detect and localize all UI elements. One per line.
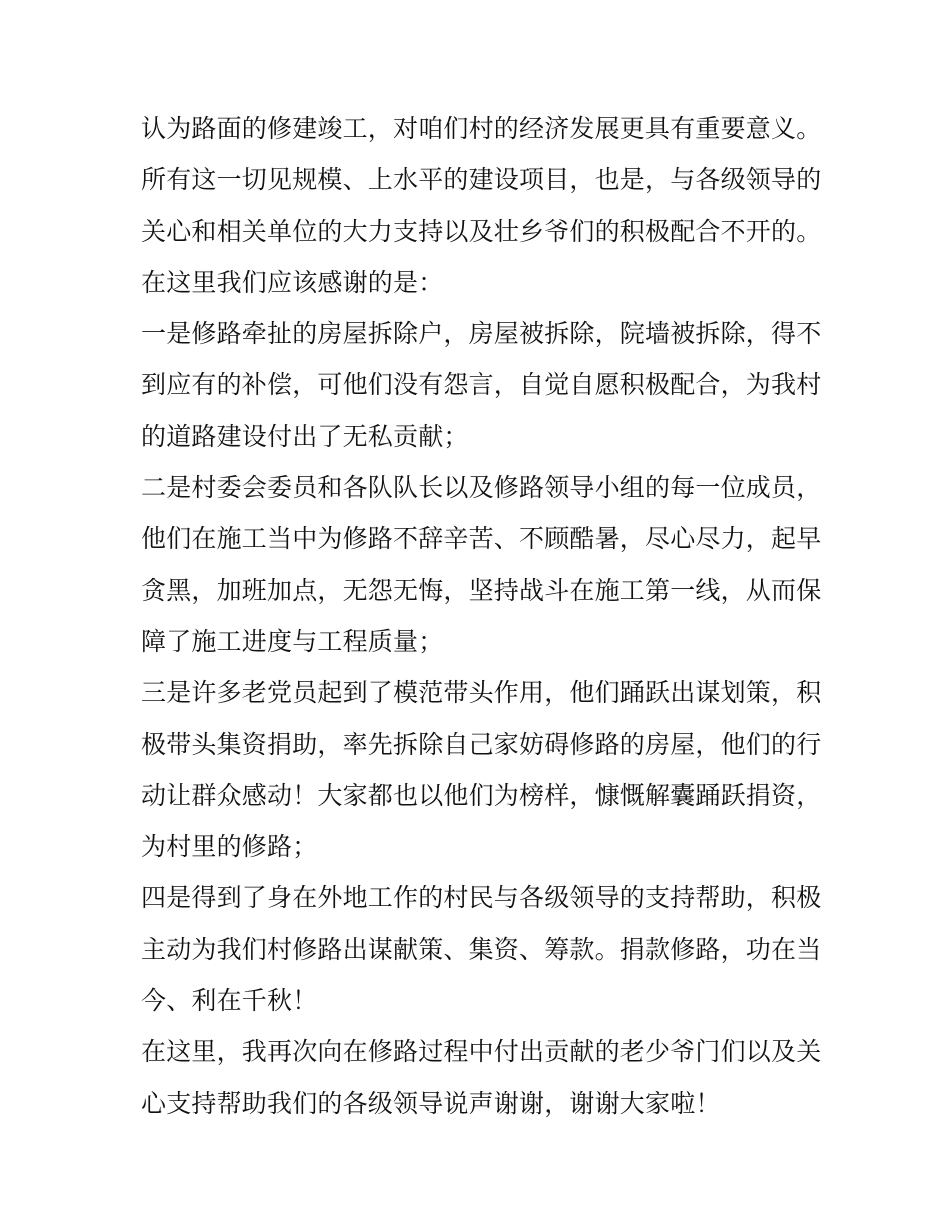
text-line: 三是许多老党员起到了模范带头作用，他们踊跃出谋划策，积 (141, 678, 822, 708)
text-line: 在这里，我再次向在修路过程中付出贡献的老少爷门们以及关 (141, 1037, 822, 1067)
text-line: 动让群众感动！大家都也以他们为榜样，慷慨解囊踊跃捐资， (141, 780, 822, 810)
text-line: 心支持帮助我们的各级领导说声谢谢，谢谢大家啦！ (141, 1088, 721, 1118)
text-line: 四是得到了身在外地工作的村民与各级领导的支持帮助，积极 (141, 883, 822, 913)
document-body (141, 103, 822, 1129)
text-line: 今、利在千秋！ (141, 986, 318, 1016)
text-line: 主动为我们村修路出谋献策、集资、筹款。捐款修路，功在当 (141, 934, 822, 964)
text-line: 极带头集资捐助，率先拆除自己家妨碍修路的房屋，他们的行 (141, 729, 822, 759)
text-line: 二是村委会委员和各队队长以及修路领导小组的每一位成员， (141, 473, 822, 503)
text-line: 贪黑，加班加点，无怨无悔，坚持战斗在施工第一线，从而保 (141, 575, 822, 605)
text-line: 所有这一切见规模、上水平的建设项目，也是，与各级领导的 (141, 165, 822, 195)
text-line: 认为路面的修建竣工，对咱们村的经济发展更具有重要意义。 (141, 114, 822, 143)
text-line: 的道路建设付出了无私贡献； (141, 421, 469, 451)
text-line: 关心和相关单位的大力支持以及壮乡爷们的积极配合不开的。 (141, 216, 822, 246)
text-line: 在这里我们应该感谢的是： (141, 267, 444, 297)
text-line: 为村里的修路； (141, 832, 318, 862)
text-line: 障了施工进度与工程质量； (141, 626, 444, 656)
text-line: 一是修路牵扯的房屋拆除户，房屋被拆除，院墙被拆除，得不 (141, 319, 822, 349)
text-line: 他们在施工当中为修路不辞辛苦、不顾酷暑，尽心尽力，起早 (141, 524, 822, 554)
text-line: 到应有的补偿，可他们没有怨言，自觉自愿积极配合，为我村 (141, 370, 822, 400)
